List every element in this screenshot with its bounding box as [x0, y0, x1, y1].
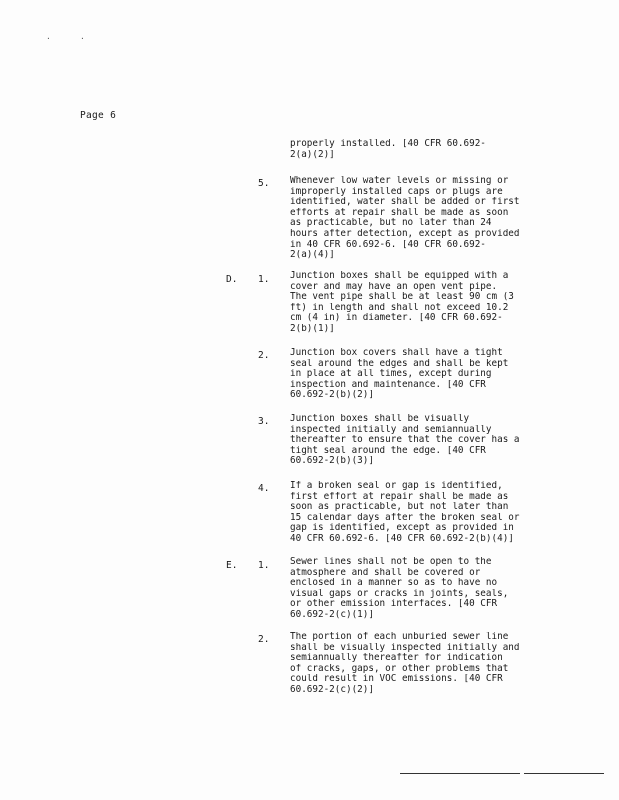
scan-speck: . [46, 32, 51, 41]
footer-rule [524, 773, 604, 774]
item-number: 3. [258, 416, 270, 427]
text-line: improperly installed caps or plugs are [290, 186, 503, 197]
scan-speck: . [80, 32, 85, 41]
text-line: visual gaps or cracks in joints, seals, [290, 588, 509, 599]
text-line: first effort at repair shall be made as [290, 491, 509, 502]
text-line: cm (4 in) in diameter. [40 CFR 60.692- [290, 313, 503, 324]
text-line: hours after detection, except as provided [290, 228, 520, 239]
text-line: properly installed. [40 CFR 60.692- [290, 139, 486, 149]
text-line: Junction box covers shall have a tight [290, 348, 503, 358]
text-line: The vent pipe shall be at least 90 cm (3 [290, 292, 514, 303]
text-line: The portion of each unburied sewer line [290, 632, 509, 642]
text-line: thereafter to ensure that the cover has a [290, 435, 520, 446]
text-line: 2(a)(4)] [290, 250, 335, 261]
item-number: 1. [258, 274, 270, 285]
text-line: atmosphere and shall be covered or [290, 567, 481, 578]
paragraph-d-1 [290, 271, 542, 335]
text-line: Junction boxes shall be equipped with a [290, 271, 509, 281]
text-line: identified, water shall be added or first [290, 197, 520, 208]
paragraph-e-2 [290, 632, 542, 696]
text-line: inspection and maintenance. [40 CFR [290, 379, 486, 390]
text-line: 2(b)(1)] [290, 323, 335, 334]
text-line: If a broken seal or gap is identified, [290, 481, 503, 491]
paragraph-d-3 [290, 414, 542, 467]
text-line: 60.692-2(b)(3)] [290, 456, 374, 467]
text-line: 60.692-2(c)(2)] [290, 684, 374, 695]
item-number: 2. [258, 634, 270, 645]
text-line: of cracks, gaps, or other problems that [290, 663, 509, 674]
text-line: seal around the edges and shall be kept [290, 358, 509, 369]
paragraph-e-1 [290, 557, 542, 621]
text-line: enclosed in a manner so as to have no [290, 578, 498, 589]
section-letter: E. [226, 560, 238, 571]
text-line: 2(a)(2)] [290, 149, 335, 160]
section-letter: D. [226, 274, 238, 285]
text-line: efforts at repair shall be made as soon [290, 207, 509, 218]
item-number: 2. [258, 350, 270, 361]
text-line: inspected initially and semiannually [290, 424, 492, 435]
text-line: in place at all times, except during [290, 369, 492, 380]
text-line: 60.692-2(b)(2)] [290, 390, 374, 401]
text-line: shall be visually inspected initially and [290, 642, 520, 653]
text-line: 15 calendar days after the broken seal or [290, 512, 520, 523]
text-line: 60.692-2(c)(1)] [290, 609, 374, 620]
item-number: 1. [258, 560, 270, 571]
text-line: Whenever low water levels or missing or [290, 176, 509, 186]
text-line: gap is identified, except as provided in [290, 523, 514, 534]
text-line: soon as practicable, but not later than [290, 502, 509, 513]
text-line: or other emission interfaces. [40 CFR [290, 599, 498, 610]
text-line: as practicable, but no later than 24 [290, 218, 492, 229]
page-number: Page 6 [80, 110, 117, 121]
paragraph-item-5 [290, 176, 542, 261]
text-line: cover and may have an open vent pipe. [290, 281, 498, 292]
text-line: in 40 CFR 60.692-6. [40 CFR 60.692- [290, 239, 486, 250]
paragraph-d-2 [290, 348, 542, 401]
text-line: tight seal around the edge. [40 CFR [290, 445, 486, 456]
text-line: Junction boxes shall be visually [290, 414, 470, 424]
footer-rule [400, 773, 520, 774]
text-line: semiannually thereafter for indication [290, 653, 503, 664]
text-line: Sewer lines shall not be open to the [290, 557, 492, 567]
text-line: ft) in length and shall not exceed 10.2 [290, 302, 509, 313]
text-line: could result in VOC emissions. [40 CFR [290, 674, 503, 685]
paragraph-continuation [290, 139, 542, 160]
paragraph-d-4 [290, 481, 542, 545]
item-number: 5. [258, 178, 270, 189]
text-line: 40 CFR 60.692-6. [40 CFR 60.692-2(b)(4)] [290, 533, 514, 544]
item-number: 4. [258, 483, 270, 494]
